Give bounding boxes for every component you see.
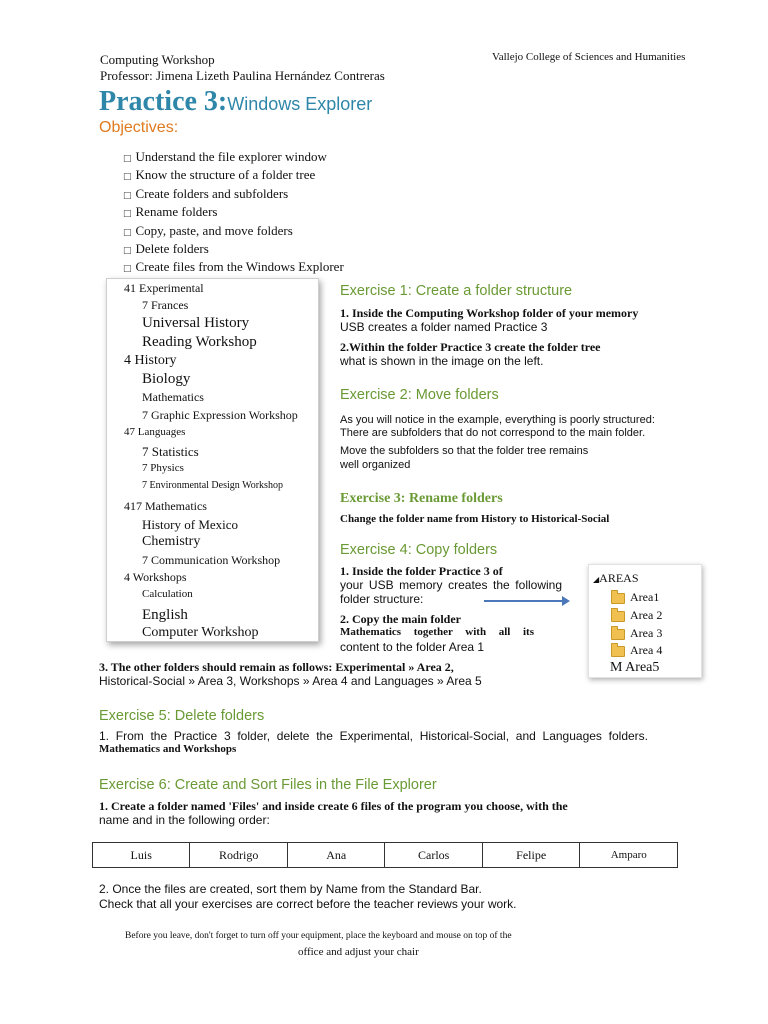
footer-line1: Before you leave, don't forget to turn off your equipment, place the keyboard and mouse on top of the [125,931,512,941]
exercise4-step2-line3: content to the folder Area 1 [340,640,485,654]
folder-icon [611,593,625,604]
file-names-table [92,842,678,868]
objective-text: Delete folders [135,241,209,257]
exercise4-step3-rest: Historical-Social » Area 3, Workshops » Area 4 and Languages » Area 5 [99,674,482,688]
title-suffix: Windows Explorer [227,94,373,114]
exercise6-step3: Check that all your exercises are correct before the teacher reviews your work. [99,897,517,911]
areas-folder-image [588,564,702,678]
objective-text: Rename folders [135,204,218,220]
objective-item [123,204,344,222]
tree-node: Universal History [142,315,250,331]
exercise4-step2-bold: 2. Copy the main folder [340,612,461,626]
exercise2-line1: As you will notice in the example, everything is poorly structured: [340,414,655,426]
objectives-heading: Objectives: [99,119,179,136]
area-folder-item: Area 3 [611,626,662,641]
tree-node: 7 Statistics [142,444,199,459]
folder-tree-image [106,278,319,642]
checkbox-icon: □ [123,209,132,220]
exercise1-title: Exercise 1: Create a folder structure [340,283,573,299]
course-name: Computing Workshop [100,52,215,67]
exercise4-step2-line2: Mathematics together with all its [340,626,534,638]
exercise4-step3-bold: 3. The other folders should remain as follows: Experimental » Area 2, [99,660,454,674]
exercise4-step1-bold: 1. Inside the folder Practice 3 of [340,564,503,578]
area5-item: M Area5 [610,660,660,675]
objective-item [123,241,344,259]
objective-item [123,223,344,241]
tree-node: 7 Communication Workshop [142,553,281,567]
folder-icon [611,646,625,657]
objectives-list [123,149,344,278]
table-cell: Amparo [580,843,678,868]
tree-node: 417 Mathematics [124,499,207,513]
table-cell: Rodrigo [190,843,288,868]
objective-text: Understand the file explorer window [135,149,327,164]
area-folder-item: Area 2 [611,608,662,623]
checkbox-icon: □ [123,190,132,201]
exercise1-step2-rest: what is shown in the image on the left. [340,354,544,368]
objective-item [123,186,344,204]
checkbox-icon: □ [123,172,132,183]
tree-node: 41 Experimental [124,281,204,295]
table-cell: Carlos [385,843,483,868]
tree-node: English [142,607,188,623]
exercise6-step2: 2. Once the files are created, sort them by Name from the Standard Bar. [99,882,482,896]
checkbox-icon: □ [123,246,132,257]
objective-item [123,149,344,167]
objective-item [123,259,344,277]
objective-text: Copy, paste, and move folders [135,222,293,238]
checkbox-icon: □ [123,154,132,164]
exercise2-line4: well organized [340,459,411,471]
tree-node: 47 Languages [124,426,186,438]
exercise2-line2: There are subfolders that do not correspond to the main folder. [340,427,646,439]
table-cell: Ana [288,843,385,868]
tree-node: 7 Physics [142,462,184,474]
objective-text: Create files from the Windows Explorer [135,259,344,275]
folder-icon [611,629,625,640]
exercise4-step1-line2: your USB memory creates the following [340,578,562,592]
exercise4-step1-line3: folder structure: [340,592,424,606]
table-cell: Luis [93,843,190,868]
tree-node: Biology [142,371,191,387]
objective-item [123,167,344,185]
title-prefix: Practice 3: [99,86,228,117]
exercise6-title: Exercise 6: Create and Sort Files in the File Explorer [99,777,437,793]
checkbox-icon: □ [123,264,132,275]
areas-root: ◢AREAS [593,571,639,585]
exercise5-title: Exercise 5: Delete folders [99,708,265,724]
professor-name: Professor: Jimena Lizeth Paulina Hernández Contreras [100,68,385,83]
table-cell: Felipe [482,843,580,868]
exercise4-title: Exercise 4: Copy folders [340,542,498,558]
expand-arrow-icon: ◢ [593,575,600,584]
tree-node: Calculation [142,588,193,600]
checkbox-icon: □ [123,227,132,238]
exercise1-step2-bold: 2.Within the folder Practice 3 create the folder tree [340,340,601,354]
exercise1-step1-rest: USB creates a folder named Practice 3 [340,320,548,334]
area-folder-item: Area1 [611,590,659,605]
tree-node: 7 Graphic Expression Workshop [142,408,298,422]
college-name: Vallejo College of Sciences and Humanities [492,51,686,63]
exercise1-step1-bold: 1. Inside the Computing Workshop folder of your memory [340,306,639,320]
tree-node: Mathematics [142,390,204,404]
footer-line2: office and adjust your chair [298,946,419,958]
tree-node: 7 Environmental Design Workshop [142,480,283,491]
area-folder-item: Area 4 [611,643,662,658]
exercise2-line3: Move the subfolders so that the folder tree remains [340,445,589,457]
tree-node: Reading Workshop [142,334,257,350]
exercise2-title: Exercise 2: Move folders [340,387,499,403]
exercise3-title: Exercise 3: Rename folders [340,491,503,506]
folder-icon [611,611,625,622]
exercise5-line1: 1. From the Practice 3 folder, delete the Experimental, Historical-Social, and Languages folders. [99,729,648,743]
table-row [93,843,678,868]
tree-node: 7 Frances [142,298,189,312]
tree-node: Computer Workshop [142,625,259,640]
tree-node: 4 History [124,353,177,368]
exercise5-line2: Mathematics and Workshops [99,743,237,755]
tree-node: Chemistry [142,534,201,549]
page-title [99,86,372,118]
tree-node: History of Mexico [142,517,239,532]
arrow-right-icon [482,593,572,609]
tree-node: 4 Workshops [124,570,187,584]
exercise6-step1-bold: 1. Create a folder named 'Files' and inside create 6 files of the program you choose, with the [99,799,568,813]
objective-text: Create folders and subfolders [135,185,289,201]
objective-text: Know the structure of a folder tree [135,167,316,183]
exercise6-step1-rest: name and in the following order: [99,813,270,827]
exercise3-text: Change the folder name from History to Historical-Social [340,513,610,525]
